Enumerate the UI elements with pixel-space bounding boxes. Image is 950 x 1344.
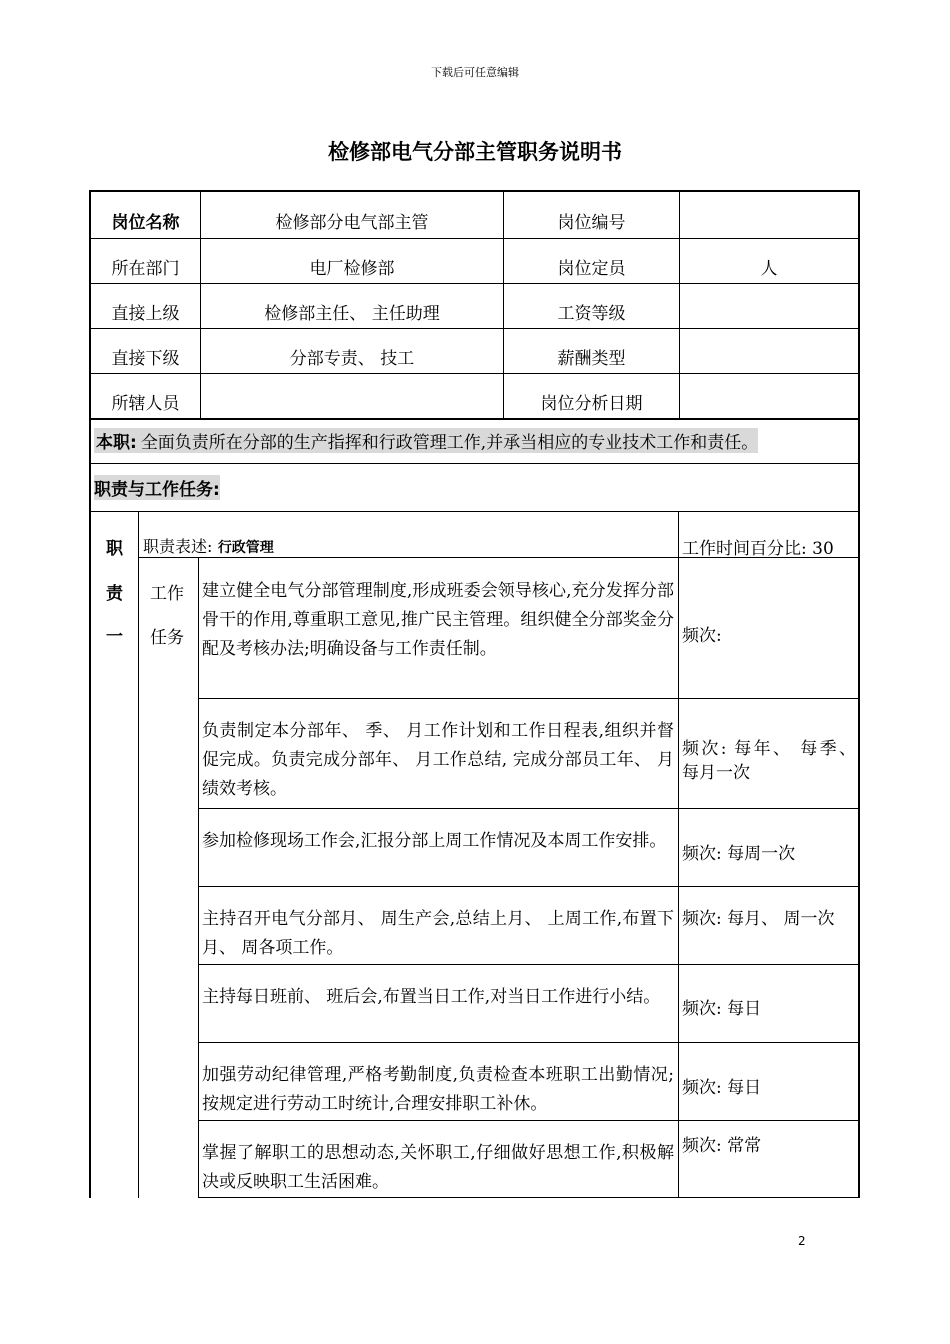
info-value-2 <box>679 192 858 238</box>
info-label-2: 岗位定员 <box>503 239 679 283</box>
tasks-heading: 职责与工作任务: <box>94 475 220 500</box>
divider <box>198 1042 859 1043</box>
task-text: 加强劳动纪律管理,严格考勤制度,负责检查本班职工出勤情况;按规定进行劳动工时统计,合理安排职工补休。 <box>202 1065 674 1114</box>
duty-desc-value: 行政管理 <box>217 540 274 556</box>
info-value-2: 人 <box>679 239 858 283</box>
divider <box>198 1197 859 1198</box>
time-percentage: 工作时间百分比: 30 <box>682 539 834 559</box>
info-row-department <box>91 238 858 283</box>
divider <box>198 698 859 699</box>
info-value: 检修部主任、 主任助理 <box>200 284 503 328</box>
info-row-superior <box>91 283 858 328</box>
duty-side-char: 一 <box>106 627 123 647</box>
page-number: 2 <box>798 1234 806 1248</box>
info-value-2 <box>679 284 858 328</box>
info-label-2: 工资等级 <box>503 284 679 328</box>
info-label-2: 薪酬类型 <box>503 329 679 373</box>
info-value: 检修部分电气部主管 <box>200 192 503 238</box>
task-label-line-1: 工作 <box>150 584 184 604</box>
document-title: 检修部电气分部主管职务说明书 <box>328 140 622 164</box>
task-text: 建立健全电气分部管理制度,形成班委会领导核心,充分发挥分部骨干的作用,尊重职工意见,推广民主管理。组织健全分部奖金分配及考核办法;明确设备与工作责任制。 <box>202 581 674 659</box>
info-value <box>200 374 503 418</box>
divider <box>198 808 859 809</box>
main-duty-row <box>91 418 858 464</box>
task-frequency: 频次: <box>682 626 722 646</box>
header-note: 下载后可任意编辑 <box>431 66 519 79</box>
task-text: 负责制定本分部年、 季、 月工作计划和工作日程表,组织并督促完成。负责完成分部年、 月工作总结, 完成分部员工年、 月绩效考核。 <box>202 721 674 799</box>
divider <box>198 886 859 887</box>
divider <box>198 1120 859 1121</box>
task-frequency: 频次: 每日 <box>682 1078 762 1098</box>
main-duty-label: 本职: <box>94 428 139 453</box>
task-frequency: 频次: 每周一次 <box>682 844 796 864</box>
info-label: 所在部门 <box>111 258 180 279</box>
task-text: 参加检修现场工作会,汇报分部上周工作情况及本周工作安排。 <box>202 831 667 851</box>
info-value: 分部专责、 技工 <box>200 329 503 373</box>
info-label-2: 岗位分析日期 <box>503 374 679 418</box>
divider <box>678 512 679 1198</box>
info-value: 电厂检修部 <box>200 239 503 283</box>
info-label-2: 岗位编号 <box>503 192 679 238</box>
info-row-staff <box>91 373 858 418</box>
info-table <box>89 190 860 420</box>
divider <box>138 512 139 1198</box>
task-text: 主持每日班前、 班后会,布置当日工作,对当日工作进行小结。 <box>202 987 661 1007</box>
task-frequency: 频次: 每年、 每季、 每月一次 <box>682 739 856 783</box>
divider <box>198 964 859 965</box>
task-frequency: 频次: 每日 <box>682 999 762 1019</box>
duty-side-char: 职 <box>106 539 123 559</box>
tasks-heading-row <box>91 464 858 512</box>
info-value-2 <box>679 329 858 373</box>
task-frequency: 频次: 每月、 周一次 <box>682 909 835 929</box>
task-frequency: 频次: 常常 <box>682 1136 762 1156</box>
info-row-post-name <box>91 192 858 238</box>
task-text: 主持召开电气分部月、 周生产会,总结上月、 上周工作,布置下月、 周各项工作。 <box>202 909 674 958</box>
info-value-2 <box>679 374 858 418</box>
task-text: 掌握了解职工的思想动态,关怀职工,仔细做好思想工作,积极解决或反映职工生活困难。 <box>202 1143 674 1192</box>
info-label: 所辖人员 <box>111 393 180 414</box>
info-row-subordinate <box>91 328 858 373</box>
info-label: 直接上级 <box>111 303 180 324</box>
duty-desc-label: 职责表述: <box>143 537 213 556</box>
task-label-line-2: 任务 <box>150 628 184 648</box>
info-label: 直接下级 <box>111 348 180 369</box>
duty-side-char: 责 <box>106 584 123 604</box>
duty-description <box>143 534 274 557</box>
info-label: 岗位名称 <box>111 212 180 233</box>
main-duty-text: 全面负责所在分部的生产指挥和行政管理工作,并承当相应的专业技术工作和责任。 <box>139 428 758 453</box>
divider <box>198 557 199 1198</box>
